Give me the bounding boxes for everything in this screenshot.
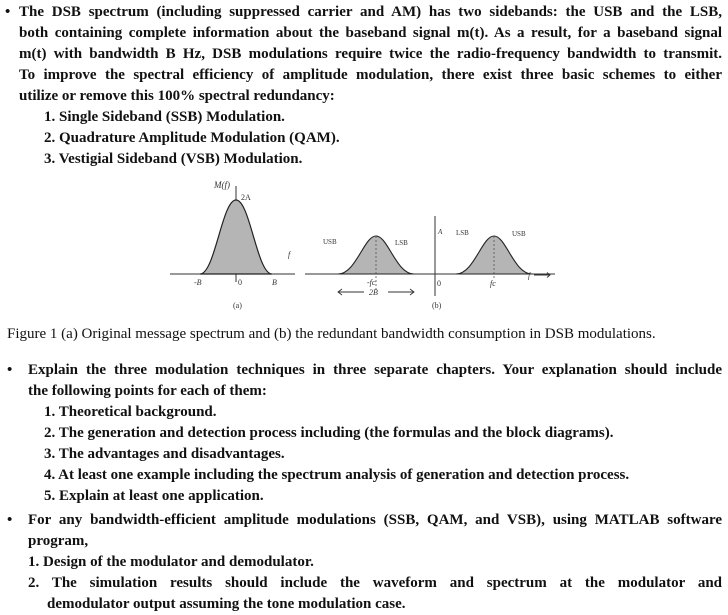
panel-b-left-lsb: LSB xyxy=(395,239,408,247)
task1-point-2: 2. The generation and detection process including (the formulas and the block diagrams). xyxy=(44,425,614,441)
panel-b-axis-label: f xyxy=(528,271,531,280)
intro-line-3: m(t) with bandwidth B Hz, DSB modulations require twice the radio-frequency bandwidth to transmit. xyxy=(19,46,722,62)
task2-continuation: demodulator output assuming the tone modulation case. xyxy=(47,596,406,612)
panel-a-spectrum-shape xyxy=(200,200,272,274)
panel-b xyxy=(305,216,555,310)
task1-bullet: • xyxy=(7,362,13,378)
panel-b-tick-fc: fc xyxy=(490,279,496,288)
figure-caption: Figure 1 (a) Original message spectrum and (b) the redundant bandwidth consumption in DSB modulations. xyxy=(7,326,656,342)
task1-line-2: the following points for each of them: xyxy=(28,383,267,399)
panel-a-peak-label: 2A xyxy=(241,193,251,202)
scheme-item-vsb: 3. Vestigial Sideband (VSB) Modulation. xyxy=(44,151,303,167)
panel-a-tick-b: B xyxy=(272,278,277,287)
spectrum-figure xyxy=(160,178,560,313)
spectrum-figure-svg xyxy=(160,178,560,313)
panel-b-right-lsb: LSB xyxy=(456,229,469,237)
scheme-item-qam: 2. Quadrature Amplitude Modulation (QAM). xyxy=(44,130,340,146)
panel-a-tick-zero: 0 xyxy=(238,278,242,287)
panel-b-bandwidth-label: 2B xyxy=(369,288,378,297)
intro-line-1: The DSB spectrum (including suppressed carrier and AM) has two sidebands: the USB and the LSB, xyxy=(19,4,722,20)
scheme-item-ssb: 1. Single Sideband (SSB) Modulation. xyxy=(44,109,285,125)
panel-b-right-usb: USB xyxy=(512,230,526,238)
intro-line-4: To improve the spectral efficiency of amplitude modulation, there exist three basic schemes to either xyxy=(19,67,722,83)
panel-a-axis-label: f xyxy=(288,250,291,259)
task1-point-4: 4. At least one example including the spectrum analysis of generation and detection process. xyxy=(44,467,630,483)
intro-bullet: • xyxy=(5,4,11,20)
panel-b-left-usb: USB xyxy=(323,238,337,246)
panel-b-tick-zero: 0 xyxy=(437,279,441,288)
task1-point-5: 5. Explain at least one application. xyxy=(44,488,264,504)
panel-a-caption: (a) xyxy=(233,301,242,310)
panel-b-axis-arrow xyxy=(534,273,550,278)
task1-point-1: 1. Theoretical background. xyxy=(44,404,217,420)
task2-bullet: • xyxy=(7,512,13,528)
panel-a xyxy=(170,180,295,310)
task1-line-1: Explain the three modulation techniques in three separate chapters. Your explanation should include xyxy=(28,362,722,378)
task2-line-2: program, xyxy=(28,533,89,549)
panel-b-tick-neg-fc: -fc xyxy=(367,278,376,287)
panel-b-caption: (b) xyxy=(432,301,442,310)
panel-a-y-label: M(f) xyxy=(214,180,230,190)
task1-point-3: 3. The advantages and disadvantages. xyxy=(44,446,285,462)
panel-b-peak-label: A xyxy=(438,228,443,236)
intro-line-2: both containing complete information about the baseband signal m(t). As a result, for a baseband signal xyxy=(19,25,722,41)
intro-line-5: utilize or remove this 100% spectral redundancy: xyxy=(19,88,335,104)
task2-point-1: 1. Design of the modulator and demodulator. xyxy=(28,554,314,570)
panel-a-tick-neg-b: -B xyxy=(194,278,202,287)
task2-point-2: 2. The simulation results should include the waveform and spectrum at the modulator and xyxy=(28,575,722,591)
task2-line-1: For any bandwidth-efficient amplitude modulations (SSB, QAM, and VSB), using MATLAB software xyxy=(28,512,722,528)
